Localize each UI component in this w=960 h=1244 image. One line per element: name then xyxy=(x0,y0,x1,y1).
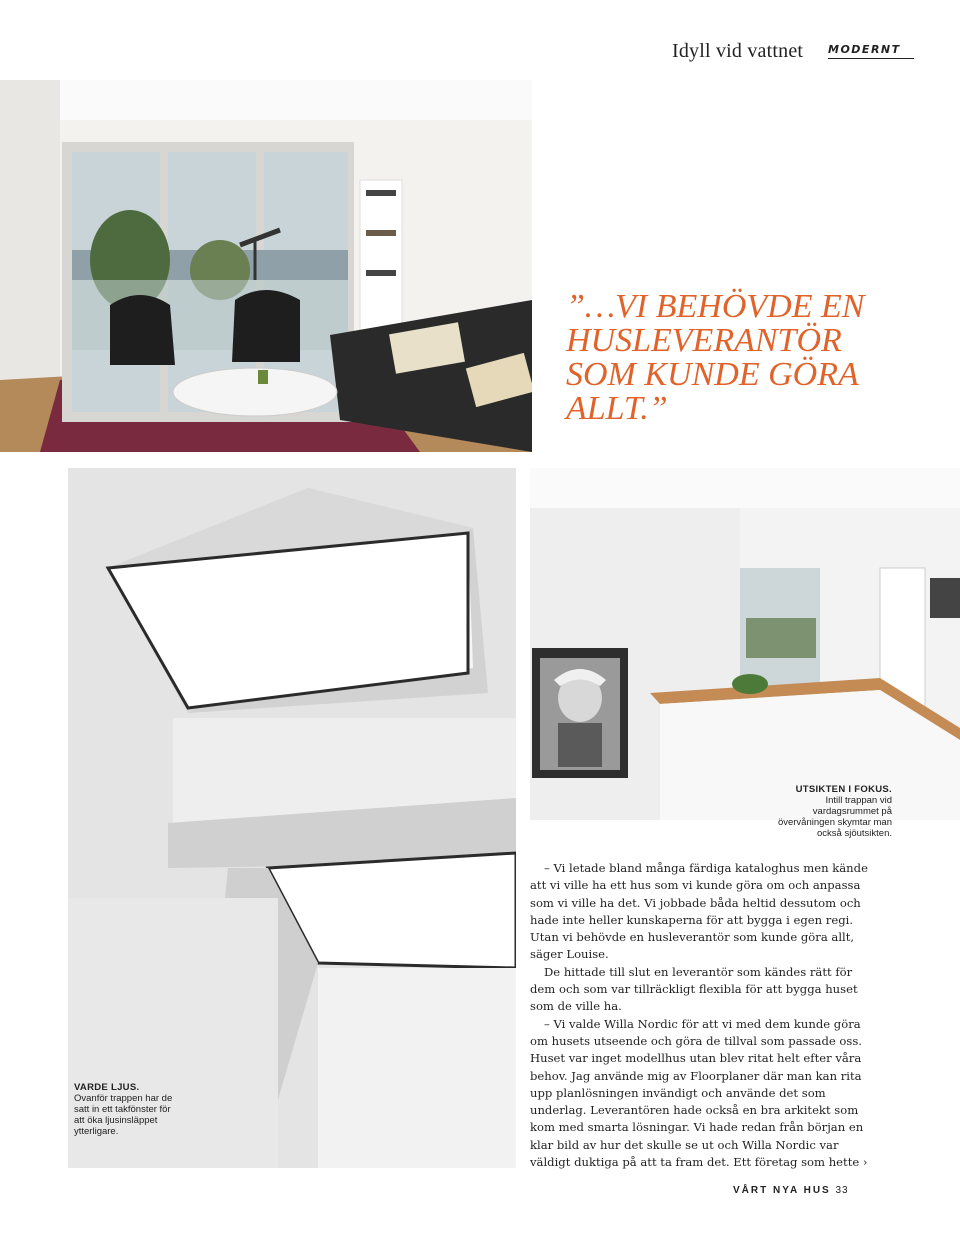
page-number: 33 xyxy=(835,1185,849,1196)
skylight-photo xyxy=(68,468,516,1168)
body-paragraph: – Vi letade bland många färdiga kataloghus men kände att vi ville ha ett hus som vi kunde göra om och anpassa som vi ville ha det. Vi jobbade båda heltid dessutom och hade inte heller kunskaperna för att bygga i egen regi. Utan vi behövde en husleverantör som kunde göra allt, säger Louise. xyxy=(530,861,868,962)
brand-tag: MODERNT xyxy=(828,43,914,59)
page-footer xyxy=(733,1185,849,1196)
pull-quote: ”…VI BEHÖVDE EN HUSLEVERANTÖR SOM KUNDE GÖRA ALLT.” xyxy=(566,288,865,427)
caption-view-text: Intill trappan vid vardagsrummet på övervåningen skymtar man också sjöutsikten. xyxy=(777,795,892,839)
article-body xyxy=(530,860,870,1171)
caption-view-title: UTSIKTEN I FOKUS. xyxy=(795,784,892,795)
caption-view xyxy=(768,784,892,839)
living-room-photo xyxy=(0,80,532,452)
stairs-view-photo xyxy=(530,468,960,820)
magazine-name: VÅRT NYA HUS xyxy=(733,1185,831,1196)
section-title: Idyll vid vattnet xyxy=(672,40,804,62)
body-paragraph: – Vi valde Willa Nordic för att vi med dem kunde göra om husets utseende och göra de tillval som passade oss. Huset var inget modellhus utan blev ritat helt efter våra behov. Jag använde mig av Floorplaner där man kan rita upp planlösningen invändigt och använde det som underlag. Leverantören hade också en bra arkitekt som kom med smarta lösningar. Vi hade redan från början en klar bild av hur det skulle se ut och Willa Nordic var väldigt duktiga på att ta fram det. Ett företag som hette › xyxy=(530,1016,868,1170)
body-paragraph: De hittade till slut en leverantör som kändes rätt för dem och som var tillräckligt flexibla för att bygga huset som de ville ha. xyxy=(530,964,858,1014)
caption-skylight xyxy=(74,1082,174,1137)
caption-skylight-text: Ovanför trappen har de satt in ett takfönster för att öka ljusinsläppet ytterligare. xyxy=(74,1093,173,1137)
caption-skylight-title: VARDE LJUS. xyxy=(74,1082,140,1093)
